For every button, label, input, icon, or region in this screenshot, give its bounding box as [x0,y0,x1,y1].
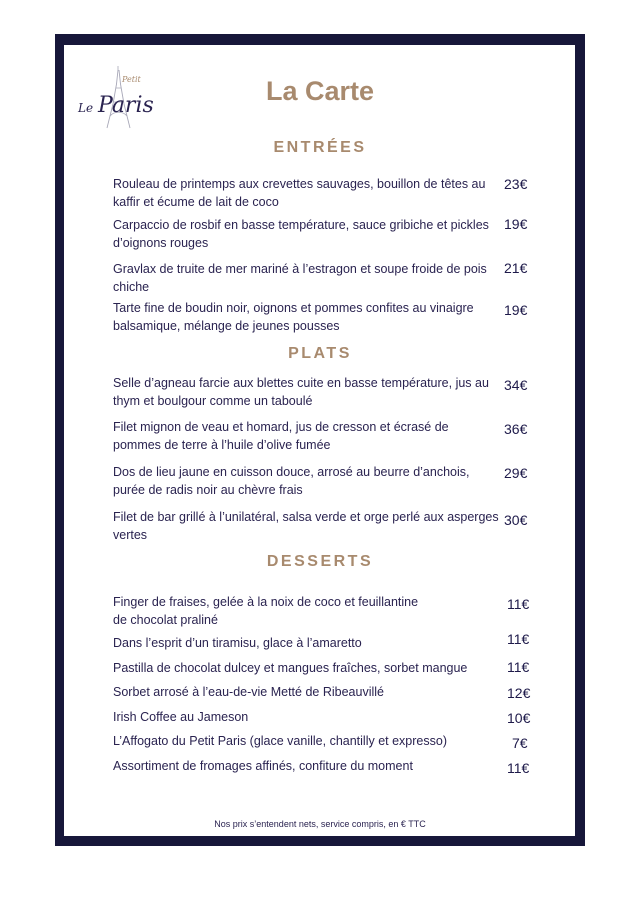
item-price: 11€ [507,596,530,612]
price-note: Nos prix s’entendent nets, service compris, en € TTC [214,819,426,829]
restaurant-logo [76,64,162,132]
logo-prefix-text: Le [78,101,94,115]
item-description: Selle d’agneau farcie aux blettes cuite en basse température, jus au thym et boulgour comme un taboulé [113,376,489,408]
section-title-entrees: ENTRÉES [273,139,367,156]
logo-main-text: Paris [98,93,154,118]
item-price: 11€ [507,760,530,776]
eiffel-tower-logo-icon [76,64,162,132]
item-description: Pastilla de chocolat dulcey et mangues fraîches, sorbet mangue [113,661,468,675]
item-description: Rouleau de printemps aux crevettes sauvages, bouillon de têtes au kaffir et écume de lait de coco [113,177,486,209]
item-price: 19€ [504,216,528,232]
item-description: L’Affogato du Petit Paris (glace vanille, chantilly et expresso) [113,734,447,748]
item-description: Finger de fraises, gelée à la noix de coco et feuillantine de chocolat praliné [113,595,419,627]
item-price: 29€ [504,465,528,481]
item-price: 10€ [507,710,531,726]
item-description: Gravlax de truite de mer mariné à l’estragon et soupe froide de pois chiche [113,262,487,294]
item-price: 30€ [504,512,528,528]
item-price: 19€ [504,302,528,318]
section-title-plats: PLATS [288,345,352,362]
item-description: Sorbet arrosé à l’eau-de-vie Metté de Ribeauvillé [113,685,384,699]
page-title: La Carte [265,76,375,106]
item-description: Dans l’esprit d’un tiramisu, glace à l’amaretto [113,636,362,650]
item-description: Irish Coffee au Jameson [113,710,249,724]
item-description: Carpaccio de rosbif en basse température, sauce gribiche et pickles d’oignons rouges [113,218,489,250]
item-description: Filet de bar grillé à l’unilatéral, salsa verde et orge perlé aux asperges vertes [113,510,499,542]
item-price: 36€ [504,421,528,437]
item-description: Dos de lieu jaune en cuisson douce, arrosé au beurre d’anchois, purée de radis noir au chèvre frais [113,465,470,497]
section-title-desserts: DESSERTS [266,553,374,570]
item-description: Assortiment de fromages affinés, confiture du moment [113,759,413,773]
item-price: 12€ [507,685,531,701]
item-description: Tarte fine de boudin noir, oignons et pommes confites au vinaigre balsamique, mélange de jeunes pousses [113,301,474,333]
item-price: 21€ [504,260,528,276]
item-description: Filet mignon de veau et homard, jus de cresson et écrasé de pommes de terre à l’huile d’olive fumée [113,420,449,452]
item-price: 7€ [512,735,528,751]
item-price: 34€ [504,377,528,393]
item-price: 11€ [507,631,530,647]
item-price: 23€ [504,176,528,192]
logo-small-text: Petit [122,75,141,84]
item-price: 11€ [507,659,530,675]
